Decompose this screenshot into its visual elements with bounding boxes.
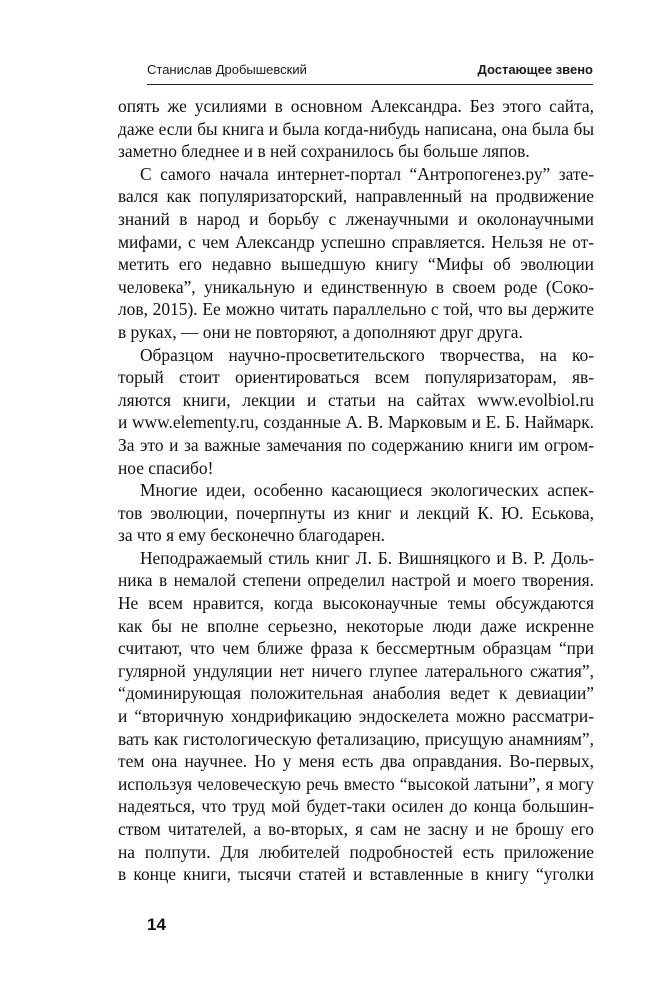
header-book-title: Достающее звено bbox=[477, 62, 593, 77]
text-line: вался как популяризаторский, направленный на продвижение bbox=[118, 186, 594, 207]
text-line: надеяться, что труд мой будет-таки осилен до конца большин- bbox=[118, 796, 594, 817]
text-line: даже если бы книга и была когда-нибудь написана, она была бы bbox=[118, 118, 594, 139]
page-number: 14 bbox=[147, 915, 166, 934]
text-line: ника в немалой степени определил настрой и моего творения. bbox=[118, 570, 594, 591]
text-line: мифами, с чем Александр успешно справляется. Нельзя не от- bbox=[118, 231, 594, 252]
text-line: метить его недавно вышедшую книгу “Мифы об эволюции bbox=[118, 254, 594, 275]
text-line: используя человеческую речь вместо “высокой латыни”, я могу bbox=[118, 773, 594, 794]
text-line: С самого начала интернет-портал “Антропогенез.ру” зате- bbox=[140, 163, 594, 184]
header-rule bbox=[147, 84, 593, 85]
text-line: ляются книги, лекции и статьи на сайтах www.evolbiol.ru bbox=[118, 389, 594, 410]
text-line: знаний в народ и борьбу с лженаучными и околонаучными bbox=[118, 208, 594, 229]
text-line: в конце книги, тысячи статей и вставленные в книгу “уголки bbox=[118, 864, 594, 885]
text-line: и “вторичную хондрификацию эндоскелета можно рассматри- bbox=[118, 706, 594, 727]
text-line: считают, что чем ближе фраза к бессмертным образцам “при bbox=[118, 638, 594, 659]
text-line: как бы не вполне серьезно, некоторые люди даже искренне bbox=[118, 615, 594, 636]
text-line: Образцом научно-просветительского творчества, на ко- bbox=[140, 344, 594, 365]
text-line: За это и за важные замечания по содержанию книги им огром- bbox=[118, 434, 594, 455]
text-line: вать как гистологическую фетализацию, присущую анамниям”, bbox=[118, 728, 594, 749]
running-header bbox=[147, 62, 593, 82]
page-body-text bbox=[118, 95, 594, 886]
text-line: ством читателей, а во-вторых, я сам не засну и не брошу его bbox=[118, 819, 594, 839]
text-line: и www.elementy.ru, созданные А. В. Марковым и Е. Б. Наймарк. bbox=[118, 412, 594, 433]
text-line: торый стоит ориентироваться всем популяризаторам, яв- bbox=[118, 367, 594, 388]
text-line: опять же усилиями в основном Александра. Без этого сайта, bbox=[118, 96, 594, 116]
header-author: Станислав Дробышевский bbox=[147, 62, 307, 77]
text-line: лов, 2015). Ее можно читать параллельно с той, что вы держите bbox=[118, 299, 594, 320]
text-line: человека”, уникальную и единственную в своем роде (Соко- bbox=[118, 276, 594, 297]
text-line: в руках, — они не повторяют, а дополняют друг друга. bbox=[118, 321, 523, 342]
text-line: тов эволюции, почерпнуты из книг и лекций К. Ю. Еськова, bbox=[118, 502, 594, 523]
text-line: Не всем нравится, когда высоконаучные темы обсуждаются bbox=[118, 593, 594, 614]
text-line: гулярной ундуляции нет ничего глупее латерального сжатия”, bbox=[118, 660, 594, 681]
text-line: тем она научнее. Но у меня есть два оправдания. Во-первых, bbox=[118, 751, 594, 772]
text-line: ное спасибо! bbox=[118, 457, 214, 478]
text-line: Многие идеи, особенно касающиеся экологических аспек- bbox=[140, 480, 594, 501]
text-line: за что я ему бесконечно благодарен. bbox=[118, 525, 385, 546]
text-line: на полпути. Для любителей подробностей есть приложение bbox=[118, 841, 594, 862]
text-line: заметно бледнее и в ней сохранилось бы больше ляпов. bbox=[118, 141, 530, 162]
text-line: Неподражаемый стиль книг Л. Б. Вишняцкого и В. Р. Доль- bbox=[140, 547, 594, 568]
text-line: “доминирующая положительная анаболия ведет к девиации” bbox=[118, 683, 594, 704]
